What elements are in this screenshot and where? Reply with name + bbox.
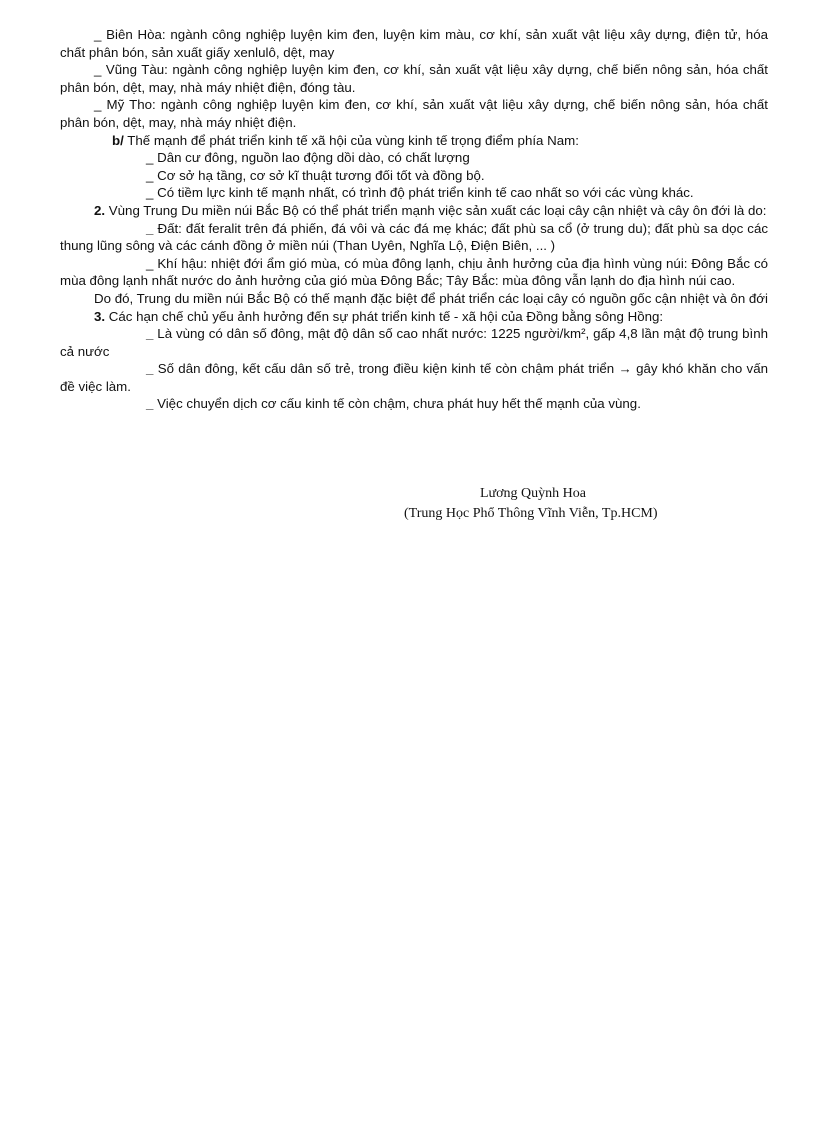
question-3-item-3-dash: _ [146,396,154,412]
question-3-heading [60,308,768,326]
author-school: (Trung Học Phổ Thông Vĩnh Viễn, Tp.HCM) [404,506,658,521]
question-3-item-1-text: Là vùng có dân số đông, mật độ dân số cao nhất nước: 1225 người/km², gấp 4,8 lần mật độ trung bình cả nước [60,326,768,359]
question-3-item-3 [60,395,768,413]
section-b-item-3: _ Có tiềm lực kinh tế mạnh nhất, có trình độ phát triển kinh tế cao nhất so với các vùng khác. [146,185,694,201]
right-arrow-icon: → [618,361,632,377]
question-3-text: Các hạn chế chủ yếu ảnh hưởng đến sự phát triển kinh tế - xã hội của Đồng bằng sông Hồng: [105,308,664,324]
question-3-item-2-text-a: Số dân đông, kết cấu dân số trẻ, trong điều kiện kinh tế còn chậm phát triển [153,361,619,377]
question-3-item-3-text: Việc chuyển dịch cơ cấu kinh tế còn chậm, chưa phát huy hết thế mạnh của vùng. [153,396,641,412]
section-b-heading [60,132,768,150]
question-3-item-1 [60,325,768,360]
question-2-dat-text: Đất: đất feralit trên đá phiến, đá vôi và các đá mẹ khác; đất phù sa cổ (ở trung du); đất phù sa dọc các thung lũng sông và các cánh đồng ở miền núi (Than Uyên, Nghĩa Lộ, Điện Biên, ... ) [60,220,768,254]
section-b-label: b/ [112,132,124,148]
section-b-item-2: _ Cơ sở hạ tầng, cơ sở kĩ thuật tương đối tốt và đồng bộ. [146,167,485,183]
question-3-item-2-text-b: gây khó khăn cho vấn đề việc làm. [60,361,768,394]
question-2-dat-dash: _ [146,220,154,236]
question-3-item-2 [60,360,768,395]
question-2-khi-hau: _ Khí hậu: nhiệt đới ẩm gió mùa, có mùa đông lạnh, chịu ảnh hưởng của địa hình vùng núi: Đông Bắc có mùa đông lạnh nhất nước do ảnh hưởng của gió mùa Đông Bắc; Tây Bắc: mùa đông vẫn lạnh do địa hình núi cao. [60,255,768,289]
signature-block [60,484,768,524]
question-2-conclusion: Do đó, Trung du miền núi Bắc Bộ có thế mạnh đặc biệt để phát triển các loại cây có nguồn gốc cận nhiệt và ôn đới [94,290,768,306]
document-body [60,26,768,521]
question-3-item-2-dash: _ [146,361,154,377]
author-name: Lương Quỳnh Hoa [480,486,586,501]
paragraph-vung-tau: _ Vũng Tàu: ngành công nghiệp luyện kim đen, cơ khí, sản xuất vật liệu xây dựng, chế biến nông sản, hóa chất phân bón, dệt, may, nhà máy nhiệt điện, đóng tàu. [60,62,768,95]
question-2-heading [60,202,768,220]
question-3-label: 3. [94,308,106,324]
paragraph-my-tho: _ Mỹ Tho: ngành công nghiệp luyện kim đen, cơ khí, sản xuất vật liệu xây dựng, chế biến nông sản, hóa chất phân bón, dệt, may, nhà máy nhiệt điện. [60,97,768,130]
section-b-item-1: _ Dân cư đông, nguồn lao động dồi dào, có chất lượng [146,150,470,166]
question-2-text: Vùng Trung Du miền núi Bắc Bộ có thể phát triển mạnh việc sản xuất các loại cây cận nhiệt và cây ôn đới là do: [105,202,767,218]
question-2-label: 2. [94,202,106,218]
question-3-item-1-dash: _ [146,326,154,342]
question-2-dat [60,220,768,255]
paragraph-bien-hoa: _ Biên Hòa: ngành công nghiệp luyện kim đen, luyện kim màu, cơ khí, sản xuất vật liệu xây dựng, điện tử, hóa chất phân bón, sản xuất giấy xenlulô, dệt, may [60,27,768,60]
section-b-text: Thế mạnh để phát triển kinh tế xã hội của vùng kinh tế trọng điểm phía Nam: [123,132,579,148]
